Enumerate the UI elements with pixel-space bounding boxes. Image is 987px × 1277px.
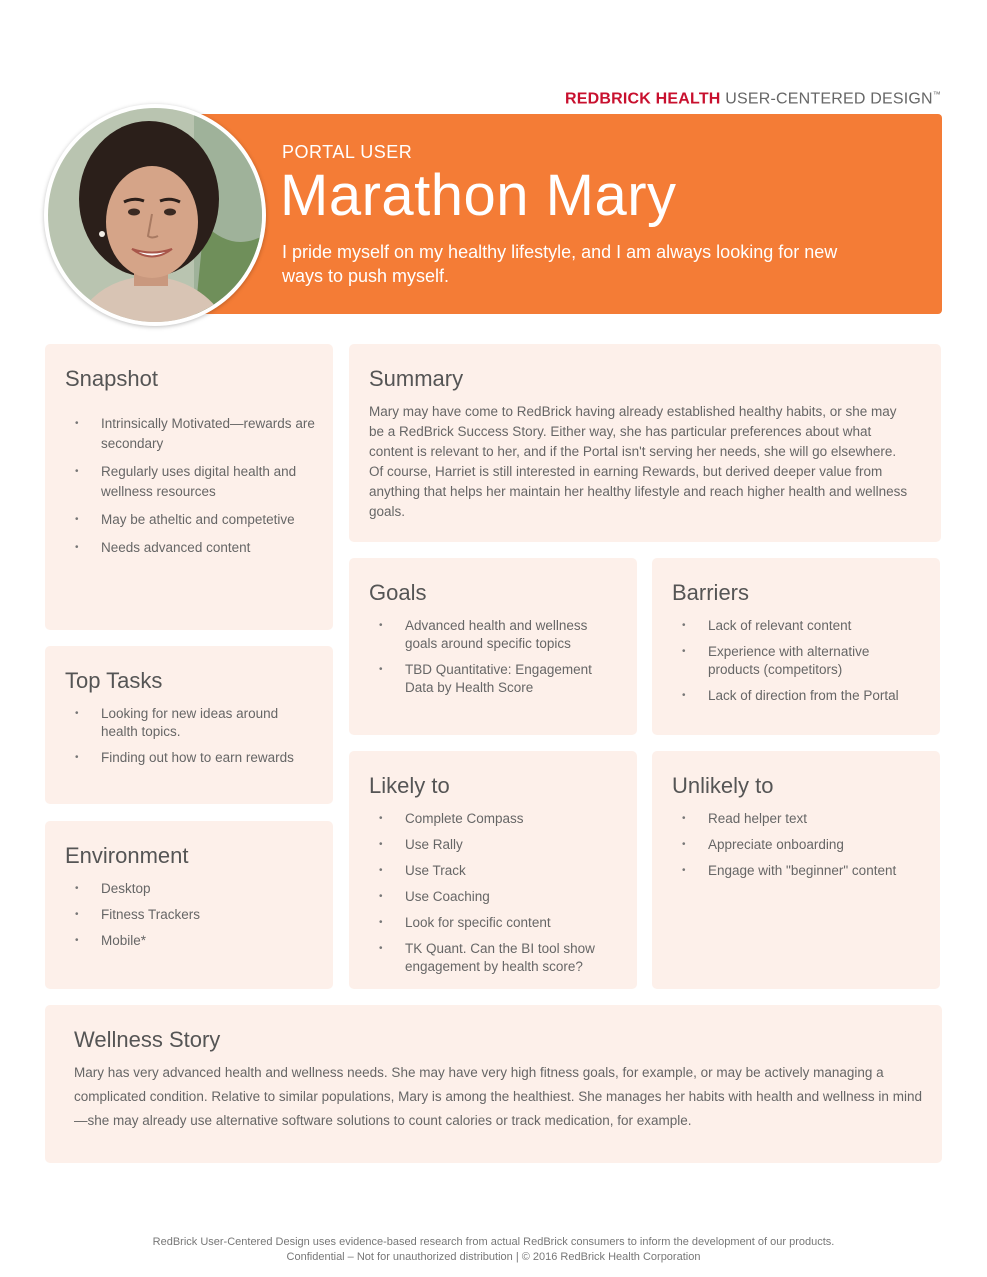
top-tasks-card: [45, 646, 333, 804]
goals-list: [369, 617, 619, 705]
summary-title: Summary: [369, 366, 464, 391]
summary-text: Mary may have come to RedBrick having already established healthy habits, or she may be a RedBrick Success Story. Either way, she has particular preferences about what content is relevant to her, and if the Portal isn't serving her needs, she will go elsewhere. Of course, Harriet is still interested in earning Rewards, but derived deeper value from anything that helps her maintain her healthy lifestyle and reach higher health and wellness goals.: [369, 404, 908, 519]
list-item: • Experience with alternative products (competitors): [672, 643, 922, 679]
wellness-story-text: Mary has very advanced health and wellness needs. She may have very high fitness goals, for example, or may be actively managing a complicated condition. Relative to similar populations, Mary is among the healthiest. She manages her habits with health and wellness in mind—she may already use alternative software solutions to count calories or track medication, for example.: [74, 1065, 922, 1128]
list-item: • Regularly uses digital health and wellness resources: [65, 462, 315, 502]
list-item: • Mobile*: [65, 932, 315, 950]
likely-to-card: [349, 751, 637, 989]
summary-card: [349, 344, 941, 542]
persona-name: Marathon Mary: [280, 163, 677, 228]
barriers-title: Barriers: [672, 580, 750, 605]
list-item: • Complete Compass: [369, 810, 619, 828]
top-tasks-list: [65, 705, 315, 775]
persona-banner: [156, 114, 942, 314]
snapshot-list: [65, 414, 315, 566]
environment-title: Environment: [65, 843, 189, 868]
likely-to-title: Likely to: [369, 773, 450, 798]
trademark-symbol: ™: [932, 90, 941, 99]
list-item: • Lack of relevant content: [672, 617, 922, 635]
list-item: • Fitness Trackers: [65, 906, 315, 924]
brand-name: REDBRICK HEALTH: [564, 90, 721, 108]
footer: [0, 1235, 987, 1265]
goals-card: [349, 558, 637, 735]
brand-tagline: USER-CENTERED DESIGN: [725, 90, 933, 108]
top-tasks-title: Top Tasks: [65, 668, 163, 693]
snapshot-card: [45, 344, 333, 630]
wellness-story-card: [45, 1005, 942, 1163]
list-item: • Looking for new ideas around health topics.: [65, 705, 315, 741]
list-item: • Use Rally: [369, 836, 619, 854]
list-item: • Use Track: [369, 862, 619, 880]
list-item: • Intrinsically Motivated—rewards are secondary: [65, 414, 315, 454]
list-item: • May be atheltic and competetive: [65, 510, 315, 530]
list-item: • Finding out how to earn rewards: [65, 749, 315, 767]
list-item: • TBD Quantitative: Engagement Data by Health Score: [369, 661, 619, 697]
list-item: • Engage with "beginner" content: [672, 862, 922, 880]
list-item: • Appreciate onboarding: [672, 836, 922, 854]
unlikely-to-list: [672, 810, 922, 888]
list-item: • Advanced health and wellness goals around specific topics: [369, 617, 619, 653]
avatar-portrait: [44, 104, 266, 326]
list-item: • Look for specific content: [369, 914, 619, 932]
environment-card: [45, 821, 333, 989]
wellness-story-title: Wellness Story: [74, 1027, 221, 1052]
list-item: • Read helper text: [672, 810, 922, 828]
goals-title: Goals: [369, 580, 427, 605]
snapshot-title: Snapshot: [65, 366, 158, 391]
persona-quote: I pride myself on my healthy lifestyle, and I am always looking for new ways to push myself.: [282, 242, 838, 286]
list-item: • TK Quant. Can the BI tool show engagement by health score?: [369, 940, 619, 976]
footer-copyright: Confidential – Not for unauthorized distribution | © 2016 RedBrick Health Corporation: [286, 1251, 701, 1263]
persona-role: PORTAL USER: [282, 142, 413, 162]
environment-list: [65, 880, 315, 958]
list-item: • Use Coaching: [369, 888, 619, 906]
list-item: • Needs advanced content: [65, 538, 315, 558]
unlikely-to-title: Unlikely to: [672, 773, 774, 798]
barriers-list: [672, 617, 922, 713]
list-item: • Lack of direction from the Portal: [672, 687, 922, 705]
likely-to-list: [369, 810, 619, 984]
footer-disclaimer: RedBrick User-Centered Design uses evidence-based research from actual RedBrick consumers to inform the development of our products.: [152, 1236, 835, 1248]
unlikely-to-card: [652, 751, 940, 989]
list-item: • Desktop: [65, 880, 315, 898]
barriers-card: [652, 558, 940, 735]
brand-line: [565, 90, 941, 108]
persona-avatar: [44, 104, 266, 326]
